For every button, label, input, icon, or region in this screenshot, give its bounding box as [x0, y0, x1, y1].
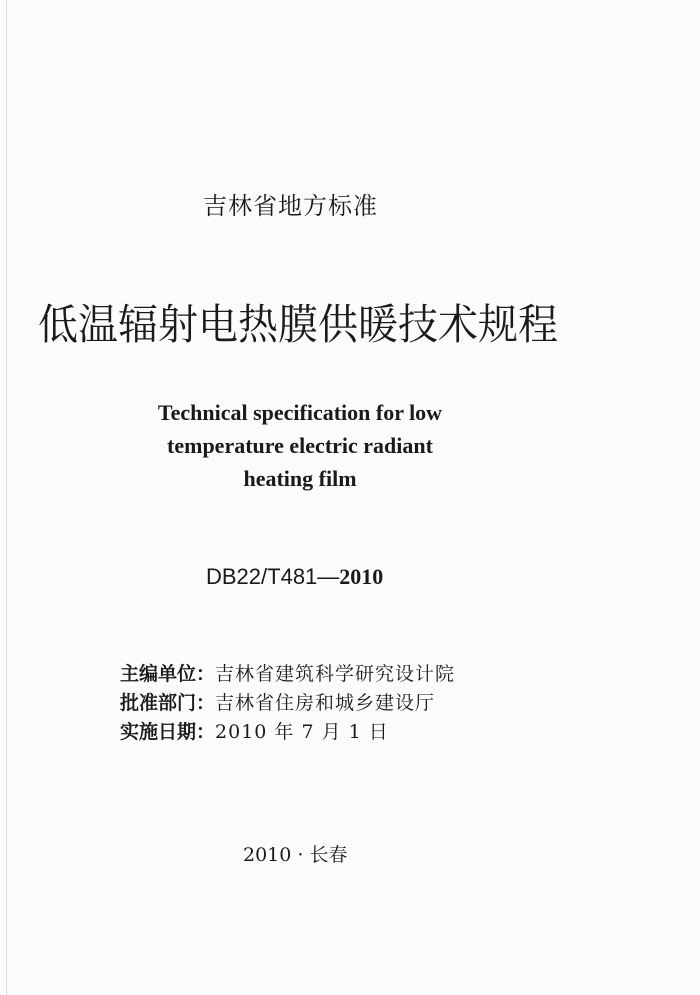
approver-label: 批准部门： — [120, 692, 216, 714]
standard-code-year: 2010 — [339, 564, 384, 589]
approver-value: 吉林省住房和城乡建设厅 — [215, 692, 436, 714]
standard-code-prefix: DB22/T481— — [206, 564, 340, 589]
editor-label: 主编单位： — [120, 663, 216, 685]
english-title-line-3: heating film — [243, 466, 357, 491]
standard-series-heading: 吉林省地方标准 — [203, 192, 378, 220]
editor-row — [120, 660, 455, 689]
english-title-line-2: temperature electric radiant — [167, 433, 433, 458]
english-title — [0, 396, 600, 495]
document-title: 低温辐射电热膜供暖技术规程 — [38, 301, 558, 350]
effective-date-row — [120, 718, 455, 747]
editor-value: 吉林省建筑科学研究设计院 — [215, 663, 456, 685]
effective-date-label: 实施日期： — [120, 721, 216, 743]
publication-info — [120, 660, 455, 747]
standard-code — [206, 564, 383, 590]
publication-imprint: 2010 · 长春 — [243, 844, 348, 866]
english-title-line-1: Technical specification for low — [157, 400, 443, 425]
effective-date-value: 2010 年 7 月 1 日 — [215, 721, 389, 743]
approver-row — [120, 689, 455, 718]
